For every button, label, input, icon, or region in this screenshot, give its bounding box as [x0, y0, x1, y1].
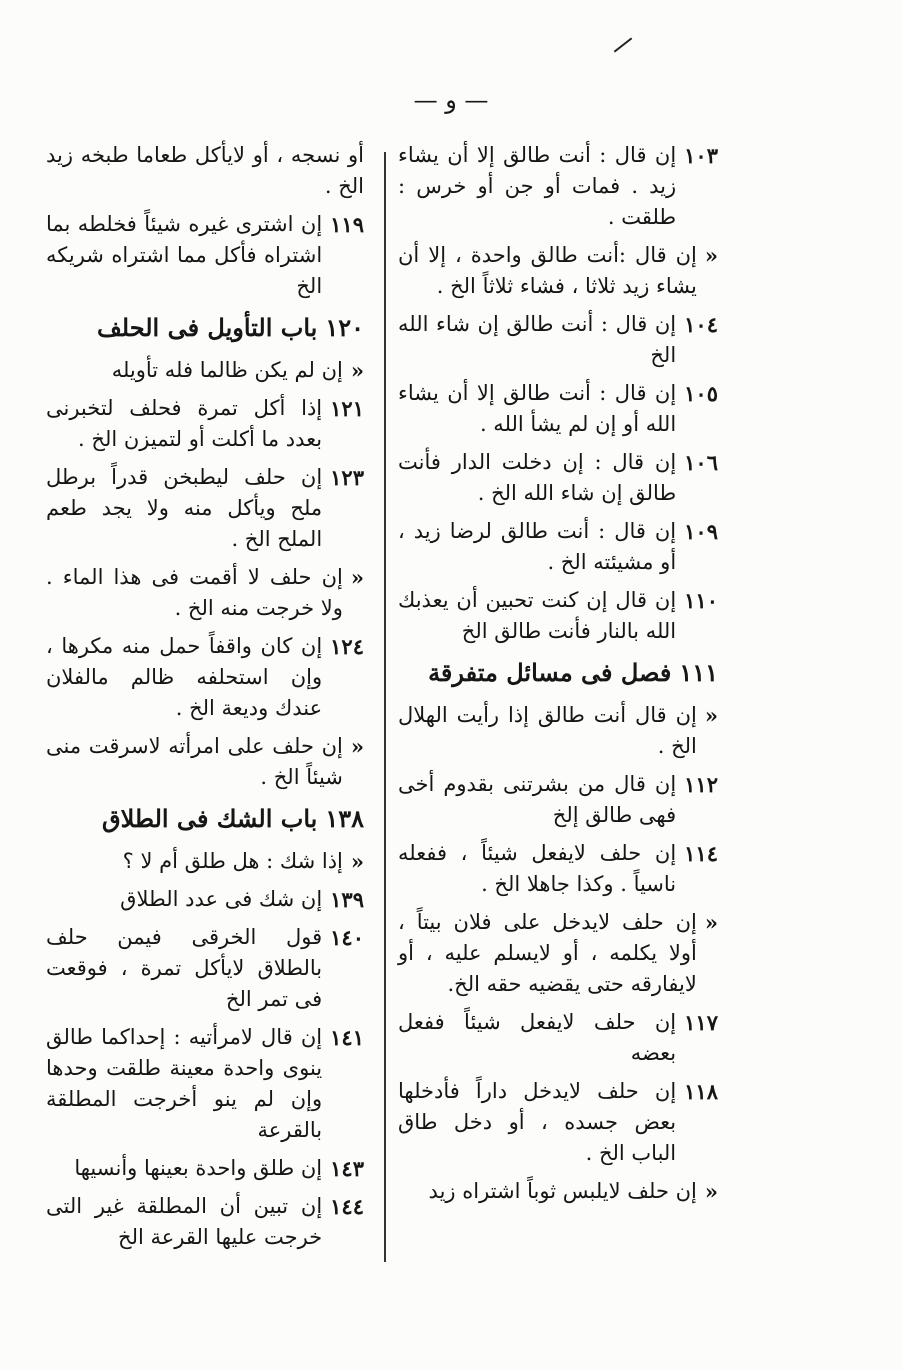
- entry-number: «: [704, 1179, 718, 1204]
- section-heading: [46, 312, 364, 343]
- entry-number: ١٠٦: [684, 450, 718, 475]
- entry-number: ١٠٤: [684, 312, 718, 337]
- index-entry: [398, 769, 718, 831]
- entry-text: إذا شك : هل طلق أم لا ؟: [122, 849, 343, 873]
- right-column: [398, 140, 718, 1214]
- left-column: [46, 140, 364, 1260]
- entry-text: إن حلف على امرأته لاسرقت منى شيئاً الخ .: [46, 734, 343, 789]
- index-entry: [46, 922, 364, 1015]
- entry-text: إن قال أنت طالق إذا رأيت الهلال الخ .: [398, 703, 697, 758]
- entry-text: إن قال : أنت طالق إلا أن يشاء زيد . فمات أو جن أو خرس : طلقت .: [398, 143, 677, 229]
- entry-number: «: [704, 910, 718, 935]
- entry-number: «: [350, 358, 364, 383]
- entry-text: إن حلف لا أقمت فى هذا الماء . ولا خرجت منه الخ .: [46, 565, 343, 620]
- entry-text: باب الشك فى الطلاق: [101, 804, 318, 833]
- entry-number: ١١٠: [684, 588, 718, 613]
- entry-number: ١٤٠: [330, 925, 364, 950]
- entry-number: ١٢٤: [330, 634, 364, 659]
- index-entry: [46, 1191, 364, 1253]
- entry-text: إن طلق واحدة بعينها وأنسيها: [74, 1156, 323, 1180]
- entry-number: ١٤٤: [330, 1194, 364, 1219]
- entry-number: ١٢٠: [325, 313, 364, 342]
- index-entry: [398, 309, 718, 371]
- entry-text: قول الخرقى فيمن حلف بالطلاق لايأكل تمرة ، فوقعت فى تمر الخ: [46, 925, 323, 1011]
- index-entry: [398, 447, 718, 509]
- index-entry: [46, 355, 364, 386]
- index-entry: [398, 240, 718, 302]
- entry-number: «: [704, 243, 718, 268]
- entry-text: إن حلف لايدخل داراً فأدخلها بعض جسده ، أو دخل طاق الباب الخ .: [398, 1079, 677, 1165]
- entry-text: إن حلف ليطبخن قدراً برطل ملح ويأكل منه ولا يجد طعم الملح الخ .: [46, 465, 323, 551]
- index-entry: [398, 516, 718, 578]
- entry-text: أو نسجه ، أو لايأكل طعاما طبخه زيد الخ .: [46, 143, 364, 198]
- index-entry: [46, 1022, 364, 1146]
- entry-text: إن لم يكن ظالما فله تأويله: [111, 358, 343, 382]
- entry-number: ١٠٣: [684, 143, 718, 168]
- index-entry: [398, 378, 718, 440]
- entry-text: إن قال لامرأتيه : إحداكما طالق ينوى واحدة معينة طلقت وحدها وإن لم ينو أخرجت المطلقة بالقرعة: [46, 1025, 323, 1142]
- entry-text: إن قال : أنت طالق لرضا زيد ، أو مشيئته الخ .: [398, 519, 677, 574]
- entry-number: ١١٧: [684, 1010, 718, 1035]
- entry-number: ١١٤: [684, 841, 718, 866]
- index-entry: [398, 907, 718, 1000]
- entry-number: «: [350, 849, 364, 874]
- entry-number: ١١٨: [684, 1079, 718, 1104]
- entry-text: إن حلف لايفعل شيئاً ففعل بعضه: [398, 1010, 677, 1065]
- entry-number: ١٠٩: [684, 519, 718, 544]
- index-entry: [398, 1076, 718, 1169]
- index-entry: [46, 209, 364, 302]
- index-entry: [46, 631, 364, 724]
- index-entry: [398, 140, 718, 233]
- entry-text: إن قال من بشرتنى بقدوم أخى فهى طالق إلخ: [398, 772, 677, 827]
- entry-text: إن اشترى غيره شيئاً فخلطه بما اشتراه فأكل مما اشتراه شريكه الخ: [46, 212, 323, 298]
- entry-text: إن قال إن كنت تحبين أن يعذبك الله بالنار فأنت طالق الخ: [398, 588, 677, 643]
- entry-text: إن شك فى عدد الطلاق: [120, 887, 323, 911]
- entry-text: إن حلف لايدخل على فلان بيتاً ، أولا يكلمه ، أو لايسلم عليه ، أو لايفارقه حتى يقضيه حقه الخ.: [398, 910, 697, 996]
- entry-text: إن كان واقفاً حمل منه مكرها ، وإن استحلفه ظالم مالفلان عندك وديعة الخ .: [46, 634, 323, 720]
- entry-number: «: [350, 734, 364, 759]
- index-entry: [46, 140, 364, 202]
- index-entry: [46, 846, 364, 877]
- index-entry: [46, 884, 364, 915]
- section-heading: [46, 803, 364, 834]
- entry-text: إن قال : إن دخلت الدار فأنت طالق إن شاء الله الخ .: [398, 450, 677, 505]
- entry-text: إن قال :أنت طالق واحدة ، إلا أن يشاء زيد ثلاثا ، فشاء ثلاثاً الخ .: [398, 243, 697, 298]
- entry-text: إذا أكل تمرة فحلف لتخبرنى بعدد ما أكلت أو لتميزن الخ .: [46, 396, 323, 451]
- entry-number: ١٢٣: [330, 465, 364, 490]
- pen-mark: [614, 37, 633, 52]
- entry-number: ١٠٥: [684, 381, 718, 406]
- entry-number: ١٤٣: [330, 1156, 364, 1181]
- entry-text: إن حلف لايفعل شيئاً ، ففعله ناسياً . وكذا جاهلا الخ .: [398, 841, 677, 896]
- column-divider: [384, 152, 386, 1262]
- entry-number: ١٢١: [330, 396, 364, 421]
- entry-text: فصل فى مسائل متفرقة: [428, 658, 672, 687]
- index-entry: [398, 838, 718, 900]
- index-entry: [46, 393, 364, 455]
- entry-number: ١١٢: [684, 772, 718, 797]
- index-entry: [398, 1007, 718, 1069]
- entry-number: ١٣٨: [325, 804, 364, 833]
- entry-number: ١١٩: [330, 212, 364, 237]
- index-entry: [398, 585, 718, 647]
- entry-number: «: [350, 565, 364, 590]
- entry-number: ١٣٩: [330, 887, 364, 912]
- entry-text: باب التأويل فى الحلف: [96, 313, 318, 342]
- section-heading: [398, 657, 718, 688]
- page-number: — و —: [413, 86, 489, 114]
- entry-text: إن حلف لايلبس ثوباً اشتراه زيد: [428, 1179, 697, 1203]
- index-entry: [46, 462, 364, 555]
- index-entry: [398, 1176, 718, 1207]
- index-entry: [398, 700, 718, 762]
- index-entry: [46, 562, 364, 624]
- entry-number: «: [704, 703, 718, 728]
- entry-text: إن قال : أنت طالق إن شاء الله الخ: [398, 312, 677, 367]
- index-entry: [46, 731, 364, 793]
- entry-text: إن قال : أنت طالق إلا أن يشاء الله أو إن لم يشأ الله .: [398, 381, 677, 436]
- entry-text: إن تبين أن المطلقة غير التى خرجت عليها القرعة الخ: [46, 1194, 323, 1249]
- index-entry: [46, 1153, 364, 1184]
- entry-number: ١١١: [679, 658, 718, 687]
- entry-number: ١٤١: [330, 1025, 364, 1050]
